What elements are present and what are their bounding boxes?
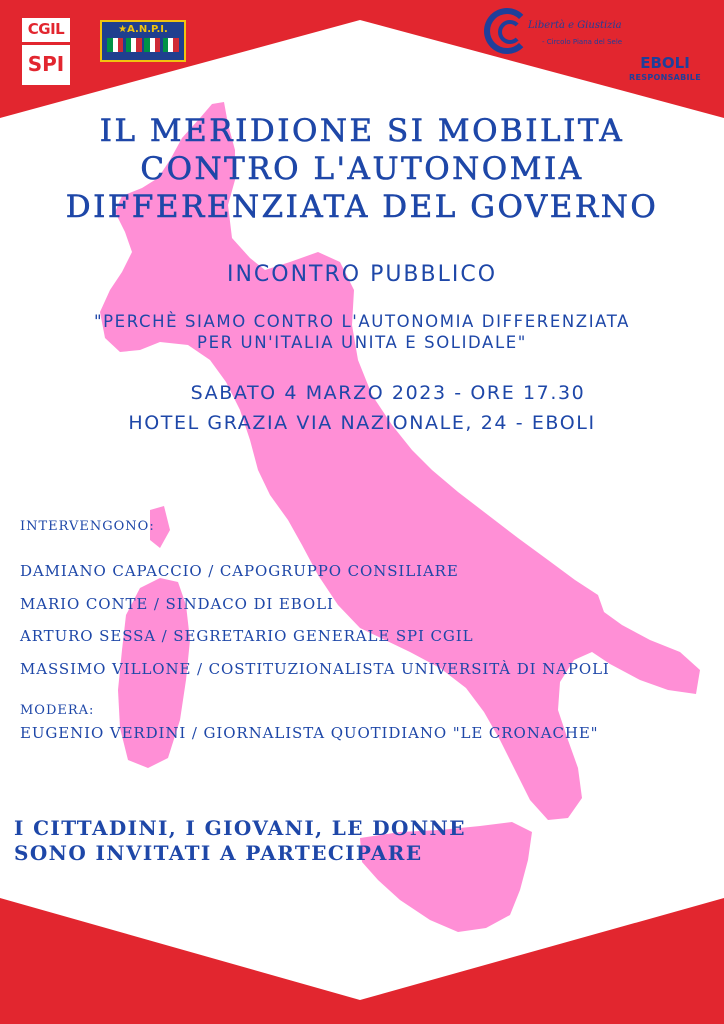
poster-title — [40, 112, 684, 226]
event-details — [40, 378, 684, 438]
event-datetime: SABATO 4 MARZO 2023 - ORE 17.30 — [190, 382, 586, 404]
motto-line-2: PER UN'ITALIA UNITA E SOLIDALE" — [197, 333, 527, 352]
eboli-logo-sub: RESPONSABILE — [629, 73, 701, 82]
italian-flag-icon — [144, 38, 160, 52]
moderator-heading: MODERA: — [20, 703, 95, 718]
title-line-2: CONTRO L'AUTONOMIA — [140, 151, 584, 187]
speaker-item: ARTURO SESSA / SEGRETARIO GENERALE SPI CGIL — [20, 627, 474, 645]
event-venue: HOTEL GRAZIA VIA NAZIONALE, 24 - EBOLI — [128, 412, 596, 434]
italian-flag-icon — [163, 38, 179, 52]
anpi-logo — [100, 20, 186, 62]
circolo-logo-subtitle: - Circolo Piana del Sele — [542, 38, 623, 46]
invite-line-2: SONO INVITATI A PARTECIPARE — [14, 841, 423, 865]
speaker-item: DAMIANO CAPACCIO / CAPOGRUPPO CONSILIARE — [20, 562, 459, 580]
circolo-logo — [484, 8, 644, 56]
cgil-logo-text: CGIL — [22, 18, 70, 42]
invitation-text — [14, 816, 466, 866]
anpi-logo-text: ★A.N.P.I. — [118, 24, 168, 35]
eboli-logo-main: EBOLI — [640, 54, 690, 72]
title-line-3: DIFFERENZIATA DEL GOVERNO — [65, 189, 659, 225]
event-type: INCONTRO PUBBLICO — [226, 262, 498, 287]
eboli-responsabile-logo — [612, 54, 718, 92]
circolo-logo-name: Libertà e Giustizia — [528, 20, 622, 31]
italian-flag-icon — [126, 38, 142, 52]
cgil-spi-logo — [22, 18, 70, 88]
title-line-1: IL MERIDIONE SI MOBILITA — [99, 113, 625, 149]
speaker-item: MARIO CONTE / SINDACO DI EBOLI — [20, 594, 334, 613]
event-motto — [20, 311, 704, 353]
italian-flag-icon — [107, 38, 123, 52]
circolo-inner-ring-icon — [498, 20, 522, 44]
speakers-heading: INTERVENGONO: — [20, 519, 155, 534]
moderator-name: EUGENIO VERDINI / GIORNALISTA QUOTIDIANO "LE CRONACHE" — [20, 724, 599, 742]
speaker-item: MASSIMO VILLONE / COSTITUZIONALISTA UNIVERSITÀ DI NAPOLI — [20, 659, 610, 678]
anpi-flags — [102, 38, 184, 52]
spi-logo-text: SPI — [22, 45, 70, 85]
speakers-list — [20, 555, 710, 685]
invite-line-1: I CITTADINI, I GIOVANI, LE DONNE — [14, 816, 466, 840]
motto-line-1: "PERCHÈ SIAMO CONTRO L'AUTONOMIA DIFFERENZIATA — [93, 312, 631, 331]
